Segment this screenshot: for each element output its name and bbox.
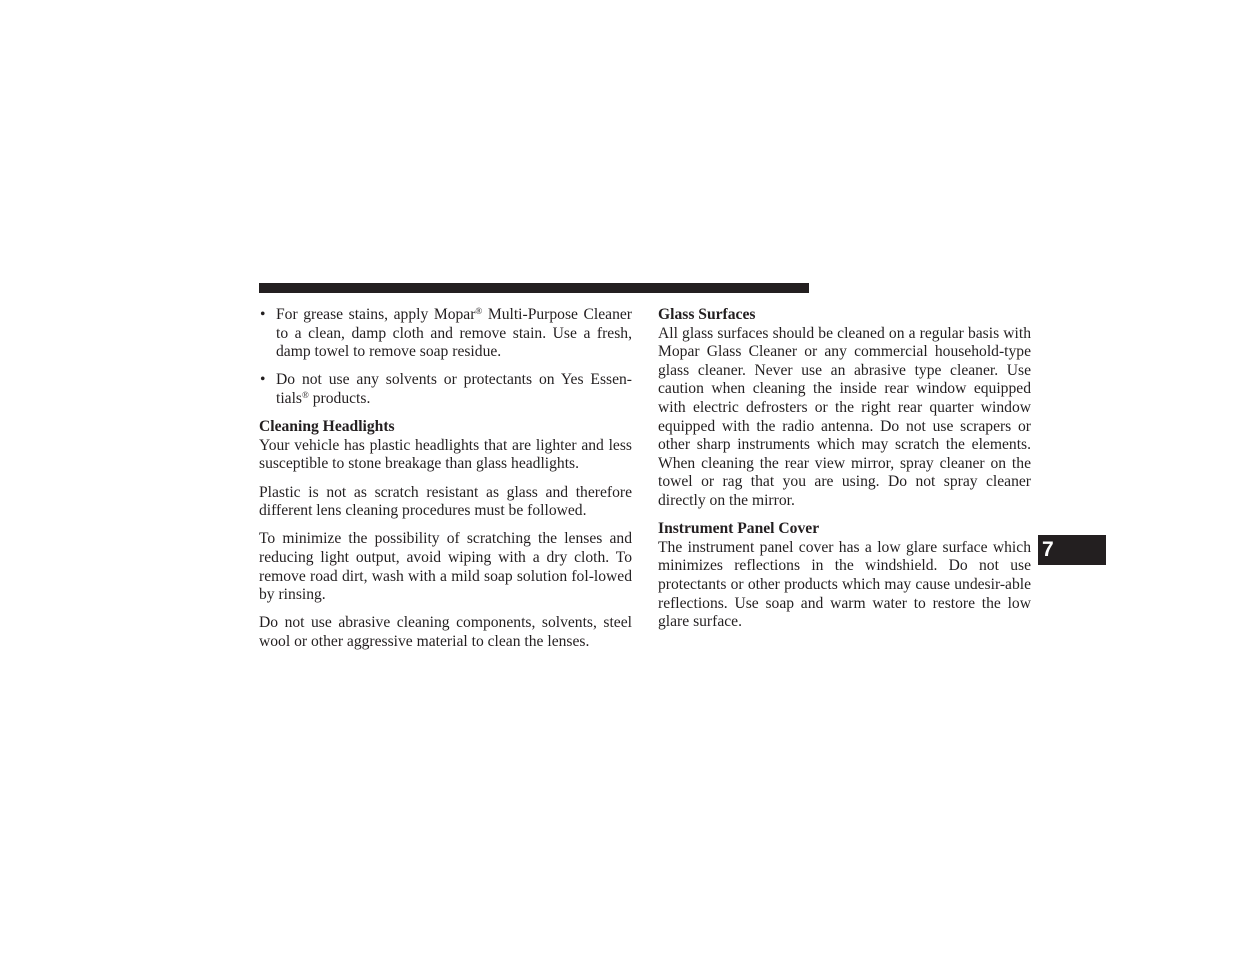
- paragraph-instrument-panel-cover: The instrument panel cover has a low glare surface which minimizes reflections in the windshield. Do not use protectants or other products which may cause undesir-able reflections. Use soap and warm water to restore the low glare surface.: [658, 538, 1031, 631]
- section-heading-instrument-panel-cover: Instrument Panel Cover: [658, 520, 820, 538]
- bullet-icon: •: [260, 371, 266, 389]
- bullet-text-after: products.: [308, 389, 371, 407]
- bullet-item-solvents: [259, 371, 632, 408]
- paragraph-glass-surfaces: All glass surfaces should be cleaned on a regular basis with Mopar Glass Cleaner or any commercial household-type glass cleaner. Never use an abrasive type cleaner. Use caution when cleaning the inside rear window equipped with electric defrosters or the right rear quarter window equipped with the radio antenna. Do not use scrapers or other sharp instruments which may scratch the elements. When cleaning the rear view mirror, spray cleaner on the towel or rag that you are using. Do not spray cleaner directly on the mirror.: [658, 324, 1031, 509]
- bullet-icon: •: [260, 306, 266, 323]
- bullet-text-before: For grease stains, apply Mopar: [276, 306, 476, 323]
- registered-mark: ®: [475, 306, 483, 316]
- paragraph: Plastic is not as scratch resistant as glass and therefore different lens cleaning procedures must be followed.: [259, 483, 632, 520]
- chapter-tab: [1038, 535, 1106, 565]
- header-rule: [259, 283, 809, 293]
- chapter-number: 7: [1042, 538, 1054, 561]
- right-column: [658, 306, 1031, 641]
- bullet-list: [259, 306, 632, 409]
- section-heading-cleaning-headlights: Cleaning Headlights: [259, 418, 395, 436]
- paragraph: To minimize the possibility of scratching the lenses and reducing light output, avoid wiping with a dry cloth. To remove road dirt, wash with a mild soap solution fol-lowed by rinsing.: [259, 530, 632, 604]
- left-column: [259, 306, 632, 661]
- registered-mark: ®: [302, 389, 309, 400]
- paragraph: Do not use abrasive cleaning components, solvents, steel wool or other aggressive material to clean the lenses.: [259, 614, 632, 650]
- paragraph: Your vehicle has plastic headlights that are lighter and less susceptible to stone breakage than glass headlights.: [259, 436, 632, 473]
- section-heading-glass-surfaces: Glass Surfaces: [658, 306, 756, 323]
- bullet-text-after: Multi-Purpose Cleaner to a clean, damp cloth and remove stain. Use a fresh, damp towel to remove soap residue.: [276, 306, 632, 361]
- bullet-text-before: Do not use any solvents or protectants on Yes Essen-tials: [276, 371, 632, 407]
- bullet-item-grease-stains: [259, 306, 632, 362]
